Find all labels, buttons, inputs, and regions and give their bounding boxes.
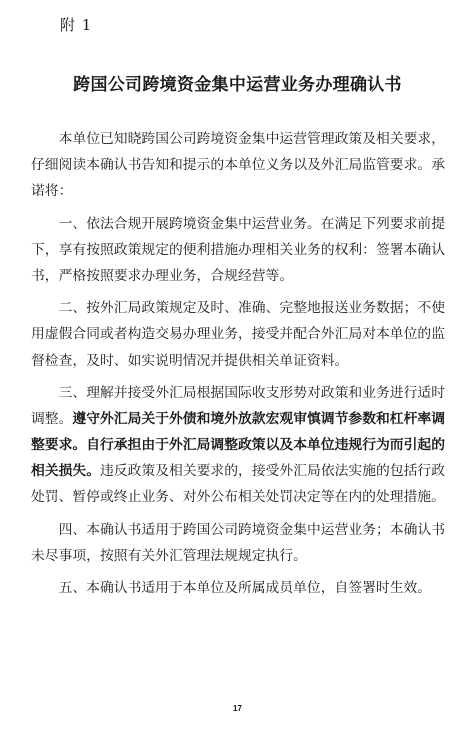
document-title: 跨国公司跨境资金集中运营业务办理确认书 bbox=[73, 75, 402, 95]
document-body bbox=[31, 126, 445, 602]
clause-3-bold-text: 遵守外汇局关于外债和境外放款宏观审慎调节参数和杠杆率调整要求。自行承担由于外汇局调整政策以及本单位违规行为而引起的相关损失。 bbox=[31, 411, 446, 480]
clause-1-paragraph: 一、依法合规开展跨境资金集中运营业务。在满足下列要求前提下，享有按照政策规定的便利措施办理相关业务的权利：签署本确认书，严格按照要求办理业务，合规经营等。 bbox=[31, 215, 445, 284]
clause-3-text-end: 违反政策及相关要求的，接受外汇局依法实施的包括行政处罚、暂停或终止业务、对外公布相关处罚决定等在内的处理措施。 bbox=[31, 463, 446, 506]
clause-2-paragraph: 二、按外汇局政策规定及时、准确、完整地报送业务数据；不使用虚假合同或者构造交易办理业务，接受并配合外汇局对本单位的监督检查，及时、如实说明情况并提供相关单证资料。 bbox=[31, 300, 445, 369]
clause-4-paragraph: 四、本确认书适用于跨国公司跨境资金集中运营业务；本确认书未尽事项，按照有关外汇管理法规规定执行。 bbox=[31, 521, 445, 564]
clause-3-paragraph bbox=[31, 380, 445, 510]
clause-3-text-start: 三、理解并接受外汇局根据国际收支形势对政策和业务进行适时调整。 bbox=[31, 385, 445, 428]
intro-paragraph: 本单位已知晓跨国公司跨境资金集中运营管理政策及相关要求，仔细阅读本确认书告知和提示的本单位义务以及外汇局监管要求。承诺将： bbox=[31, 131, 445, 200]
page-number: 17 bbox=[233, 704, 242, 713]
annex-label: 附 1 bbox=[60, 16, 93, 34]
clause-5-paragraph: 五、本确认书适用于本单位及所属成员单位，自签署时生效。 bbox=[58, 580, 432, 597]
